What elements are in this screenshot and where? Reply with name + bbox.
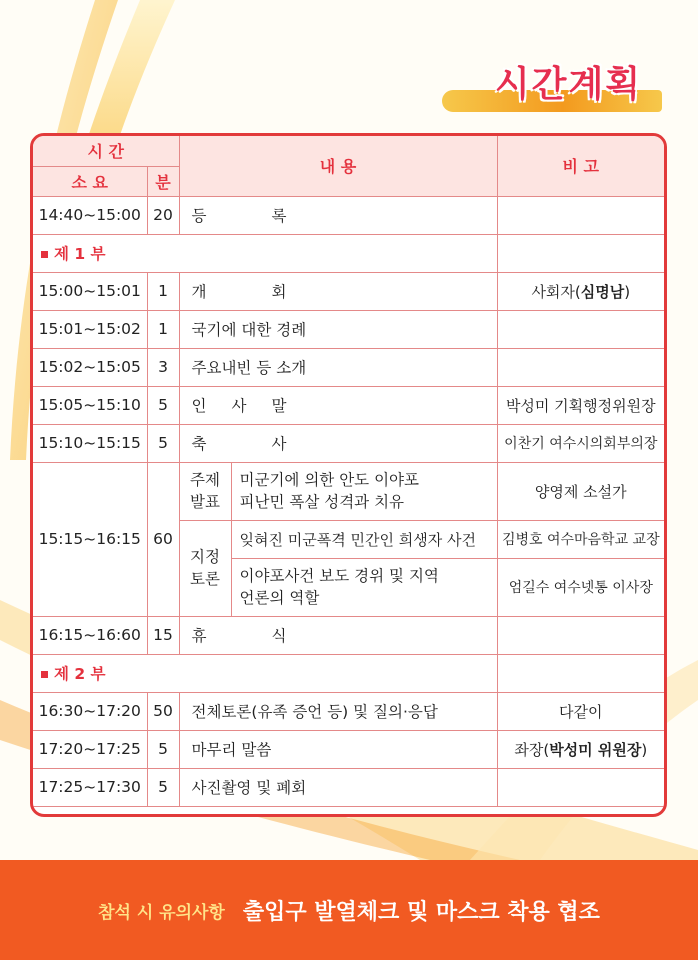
keynote-content [231,462,497,520]
bullet-square-icon [41,671,48,678]
header-time: 시 간 [33,136,179,166]
row-content [179,196,497,234]
row-note [497,272,664,310]
keynote-note: 양영제 소설가 [497,462,664,520]
row-time: 17:25~17:30 [33,768,147,806]
table-row [33,348,664,386]
footer-message: 출입구 발열체크 및 마스크 착용 협조 [242,899,600,925]
note-prefix: 사회자( [531,282,581,301]
table-row [33,310,664,348]
bullet-square-icon [41,251,48,258]
footer-label: 참석 시 유의사항 [98,902,225,923]
row-minutes: 5 [147,768,179,806]
row-content-text: 인 사 말 [191,397,287,415]
row-content [179,424,497,462]
row-minutes: 1 [147,272,179,310]
row-content: 사진촬영 및 폐회 [179,768,497,806]
header-row-top [33,136,664,166]
row-time: 15:01~15:02 [33,310,147,348]
row-time: 16:15~16:60 [33,616,147,654]
row-content [179,272,497,310]
part2-label-cell [33,654,497,692]
note-bold: 박성미 위원장 [549,740,642,759]
schedule-table [33,136,664,807]
row-content: 주요내빈 등 소개 [179,348,497,386]
page-title: 시간계획 [494,64,642,105]
table-row [33,730,664,768]
header-remarks: 비 고 [497,136,664,196]
row-time: 15:05~15:10 [33,386,147,424]
part-row [33,234,664,272]
keynote-label-line1: 주제 [190,471,220,489]
row-minutes: 5 [147,730,179,768]
schedule-table-frame [30,133,667,817]
row-note: 이찬기 여수시의회부의장 [497,424,664,462]
row-content: 마무리 말씀 [179,730,497,768]
table-row [33,272,664,310]
note-suffix: ) [641,740,648,759]
row-time: 16:30~17:20 [33,692,147,730]
row-minutes: 15 [147,616,179,654]
row-content: 국기에 대한 경례 [179,310,497,348]
row-content-text: 휴 식 [191,627,287,645]
keynote-line2: 피난민 폭살 성격과 치유 [239,493,405,511]
keynote-label [179,462,231,520]
row-content-text: 개 회 [191,283,287,301]
note-prefix: 좌장( [514,740,550,759]
table-row [33,692,664,730]
panel2-line1: 이야포사건 보도 경위 및 지역 [239,567,439,585]
keynote-line1: 미군기에 의한 안도 이야포 [239,471,420,489]
header-duration: 소 요 [33,166,147,196]
row-minutes: 20 [147,196,179,234]
row-note [497,310,664,348]
row-time: 14:40~15:00 [33,196,147,234]
row-minutes: 5 [147,386,179,424]
part-row [33,654,664,692]
title-area [432,56,662,118]
row-note: 박성미 기획행정위원장 [497,386,664,424]
row-content: 전체토론(유족 증언 등) 및 질의·응답 [179,692,497,730]
footer-notice [0,860,698,960]
keynote-label-line2: 발표 [190,493,220,511]
row-minutes: 60 [147,462,179,616]
row-minutes: 3 [147,348,179,386]
row-time: 15:10~15:15 [33,424,147,462]
row-content [179,386,497,424]
table-row [33,196,664,234]
table-row [33,424,664,462]
row-time: 17:20~17:25 [33,730,147,768]
panel-label-line2: 토론 [190,570,220,588]
row-note [497,348,664,386]
row-note [497,654,664,692]
panel-label-line1: 지정 [190,548,220,566]
panel1-content: 잊혀진 미군폭격 민간인 희생자 사건 [231,520,497,558]
part1-label: 제 1 부 [54,245,106,263]
panel2-content [231,558,497,616]
row-content [179,616,497,654]
table-row [33,462,664,520]
panel2-line2: 언론의 역할 [239,589,320,607]
row-note: 다같이 [497,692,664,730]
row-minutes: 50 [147,692,179,730]
row-note [497,768,664,806]
note-bold: 심명남 [580,282,625,301]
part2-label: 제 2 부 [54,665,106,683]
note-suffix: ) [624,282,631,301]
row-time: 15:15~16:15 [33,462,147,616]
row-minutes: 1 [147,310,179,348]
row-time: 15:00~15:01 [33,272,147,310]
panel2-note: 엄길수 여수넷통 이사장 [497,558,664,616]
row-content-text: 축 사 [191,435,287,453]
header-minutes: 분 [147,166,179,196]
table-row [33,386,664,424]
table-row [33,768,664,806]
panel-label [179,520,231,616]
header-content: 내 용 [179,136,497,196]
row-content-text: 등 록 [191,207,287,225]
row-minutes: 5 [147,424,179,462]
panel1-note: 김병호 여수마음학교 교장 [497,520,664,558]
row-time: 15:02~15:05 [33,348,147,386]
part1-label-cell [33,234,497,272]
row-note [497,730,664,768]
row-note [497,196,664,234]
row-note [497,234,664,272]
row-note [497,616,664,654]
table-row [33,616,664,654]
